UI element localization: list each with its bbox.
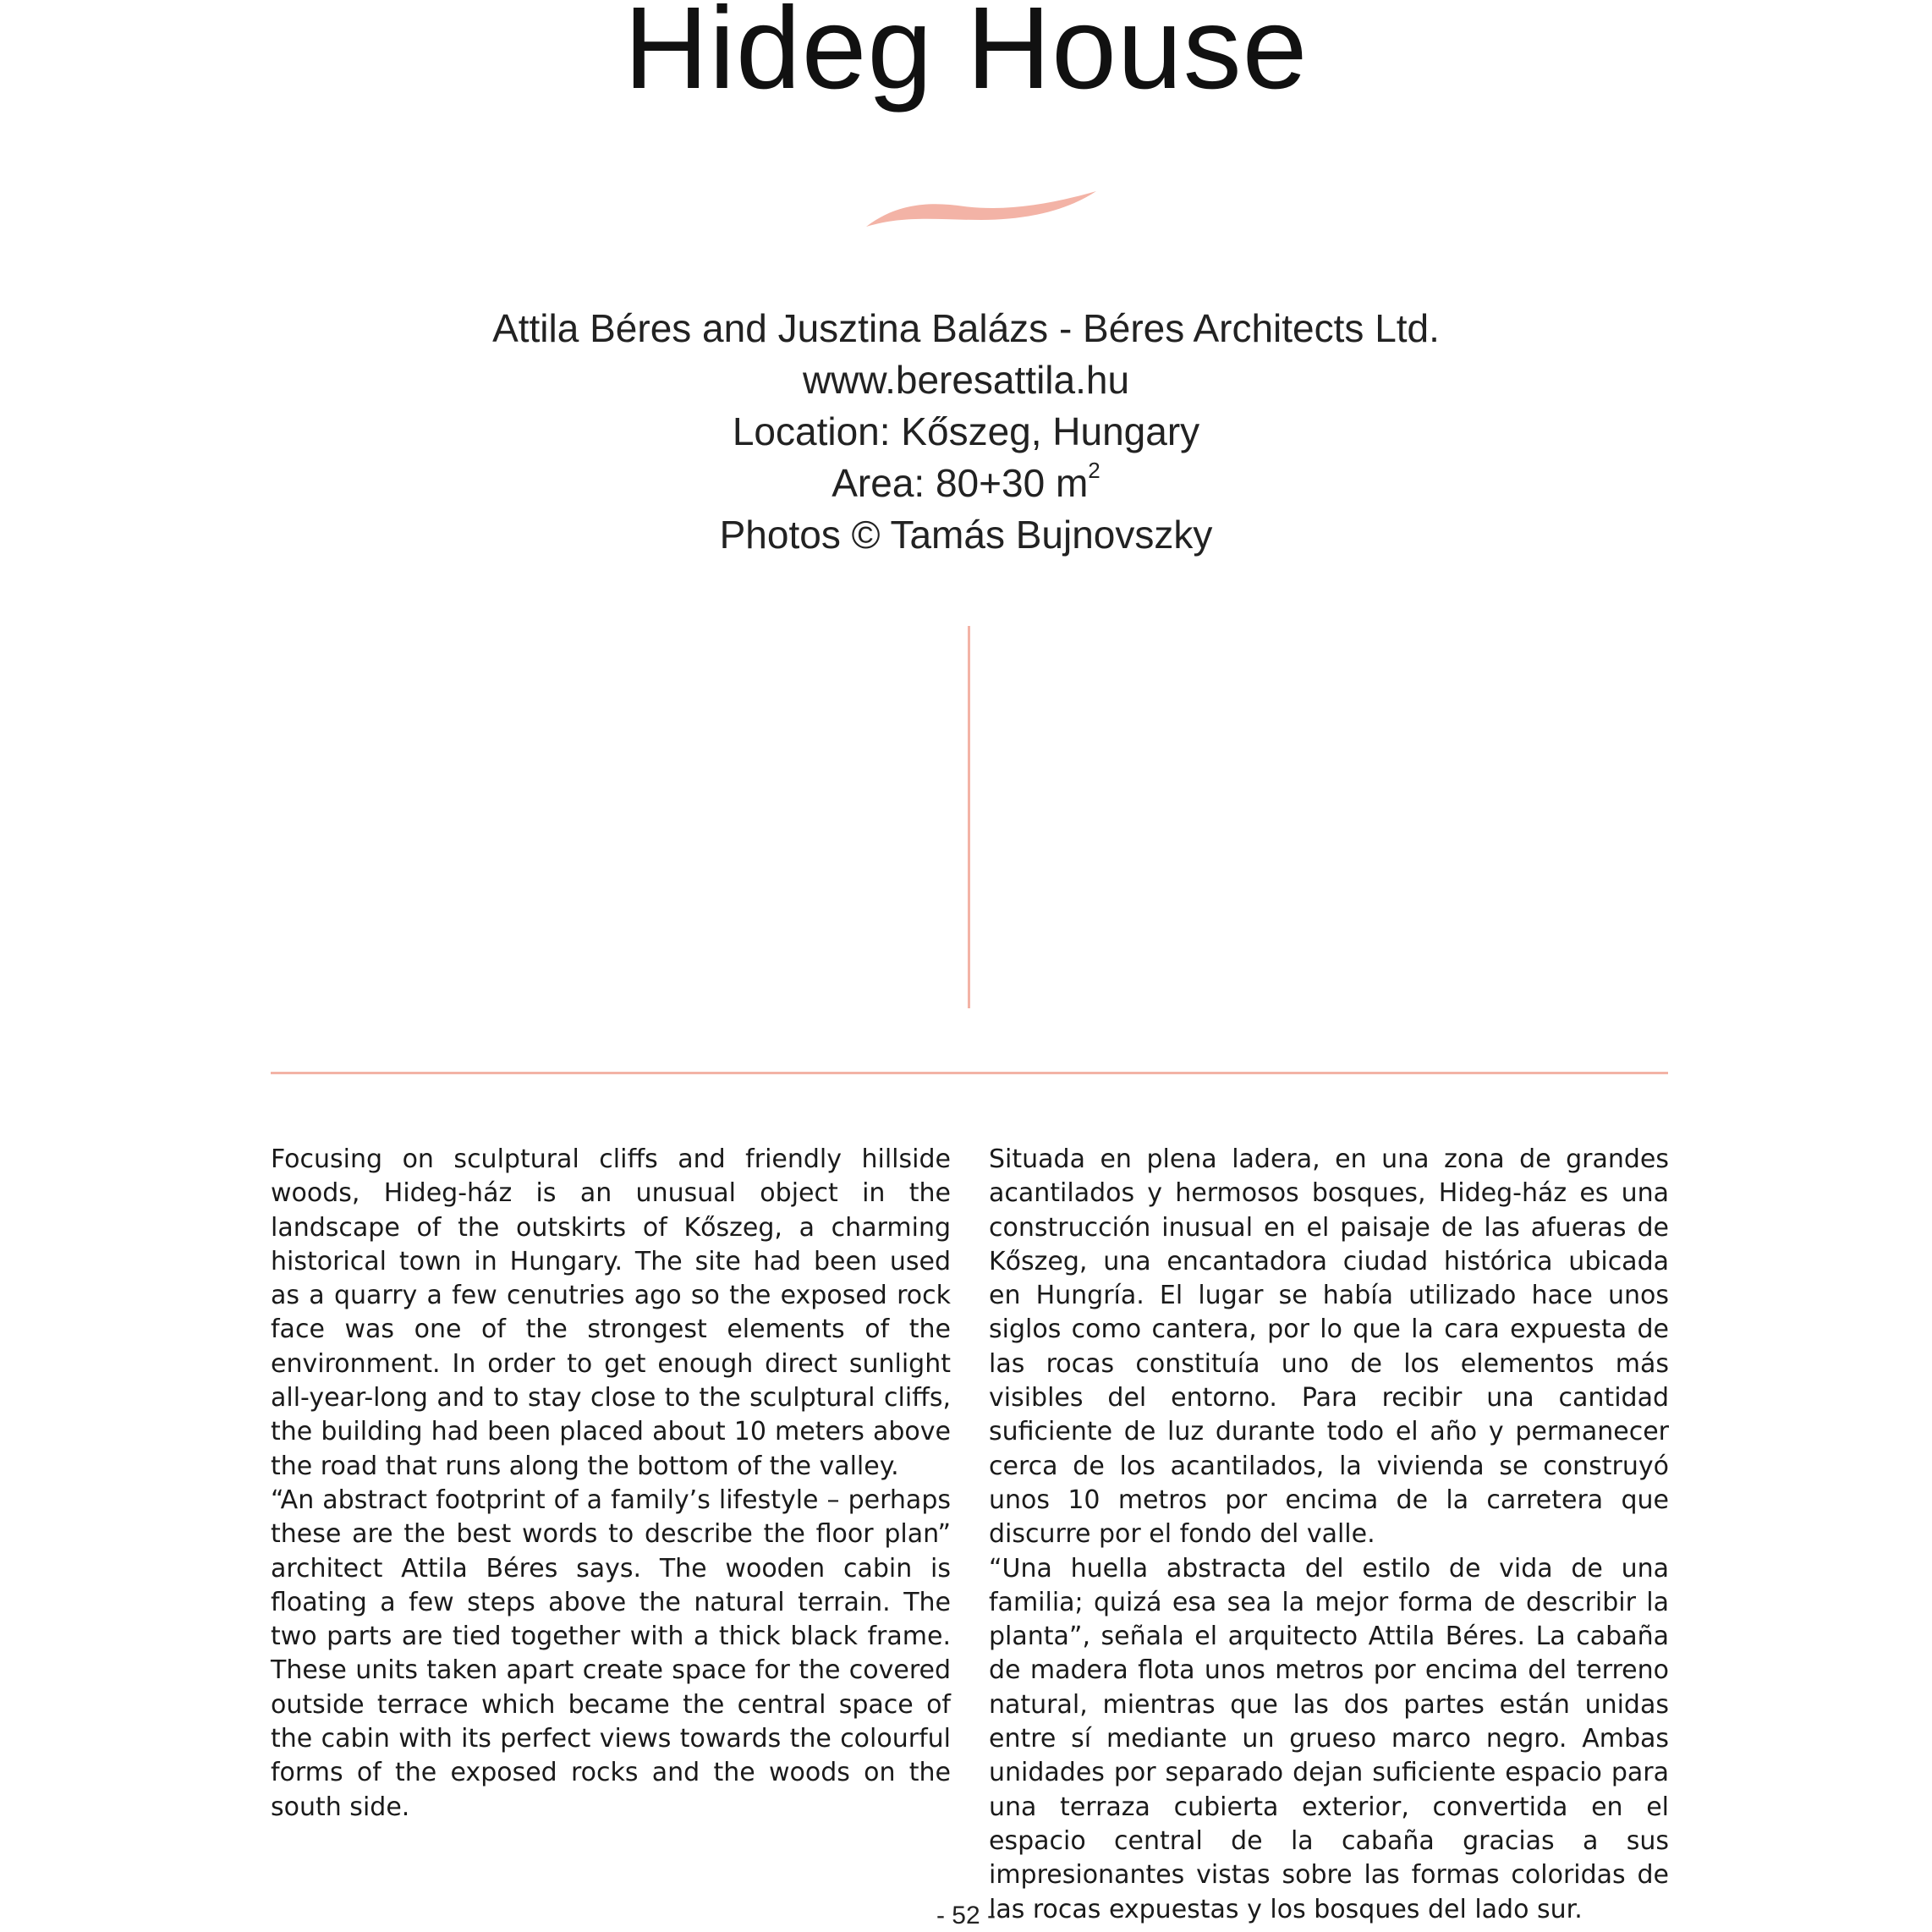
- brush-stroke-ornament: [863, 186, 1100, 237]
- area-superscript: 2: [1088, 458, 1100, 483]
- photos-credit-line: Photos © Tamás Bujnovszky: [719, 513, 1213, 557]
- english-paragraph-1: Focusing on sculptural cliffs and friendly hillside woods, Hideg-ház is an unusual object in the landscape of the outskirts of Kőszeg, a charming historical town in Hungary. The site had been used as a quarry a few cenutries ago so the exposed rock face was one of the strongest elements of the environment. In order to get enough direct sunlight all-year-long and to stay close to the sculptural cliffs, the building had been placed about 10 meters above the road that runs along the bottom of the valley.: [271, 1144, 951, 1481]
- location-line: Location: Kőszeg, Hungary: [732, 409, 1200, 453]
- page-title: Hideg House: [623, 0, 1309, 113]
- horizontal-divider: [271, 1072, 1668, 1074]
- project-credits: [0, 303, 1932, 561]
- english-paragraph-2: “An abstract footprint of a family’s lifestyle – perhaps these are the best words to describe the floor plan” architect Attila Béres says. The wooden cabin is floating a few steps above the natural terrain. The two parts are tied together with a thick black frame. These units taken apart create space for the covered outside terrace which became the central space of the cabin with its perfect views towards the colourful forms of the exposed rocks and the woods on the south side.: [271, 1485, 951, 1822]
- vertical-divider: [968, 626, 970, 1008]
- page-number: - 52 -: [936, 1902, 996, 1929]
- website-line: www.beresattila.hu: [802, 358, 1130, 402]
- area-line: [0, 458, 1932, 509]
- spanish-text-column: [989, 1143, 1669, 1927]
- english-text-column: [271, 1143, 951, 1825]
- spanish-paragraph-1: Situada en plena ladera, en una zona de grandes acantilados y hermosos bosques, Hideg-ház es una construcción inusual en el paisaje de las afueras de Kőszeg, una encantadora ciudad histórica ubicada en Hungría. El lugar se había utilizado hace unos siglos como cantera, por lo que la cara expuesta de las rocas constituía uno de los elementos más visibles del entorno. Para recibir una cantidad suficiente de luz durante todo el año y permanecer cerca de los acantilados, la vivienda se construyó unos 10 metros por encima de la carretera que discurre por el fondo del valle.: [989, 1144, 1669, 1550]
- architects-line: Attila Béres and Jusztina Balázs - Béres Architects Ltd.: [492, 306, 1440, 350]
- area-text: Area: 80+30 m: [832, 461, 1089, 505]
- spanish-paragraph-2: “Una huella abstracta del estilo de vida de una familia; quizá esa sea la mejor forma de describir la planta”, señala el arquitecto Attila Béres. La cabaña de madera flota unos metros por encima del terreno natural, mientras que las dos partes están unidas entre sí mediante un grueso marco negro. Ambas unidades por separado dejan suficiente espacio para una terraza cubierta exterior, convertida en el espacio central de la cabaña gracias a sus impresionantes vistas sobre las formas coloridas de las rocas expuestas y los bosques del lado sur.: [989, 1553, 1669, 1924]
